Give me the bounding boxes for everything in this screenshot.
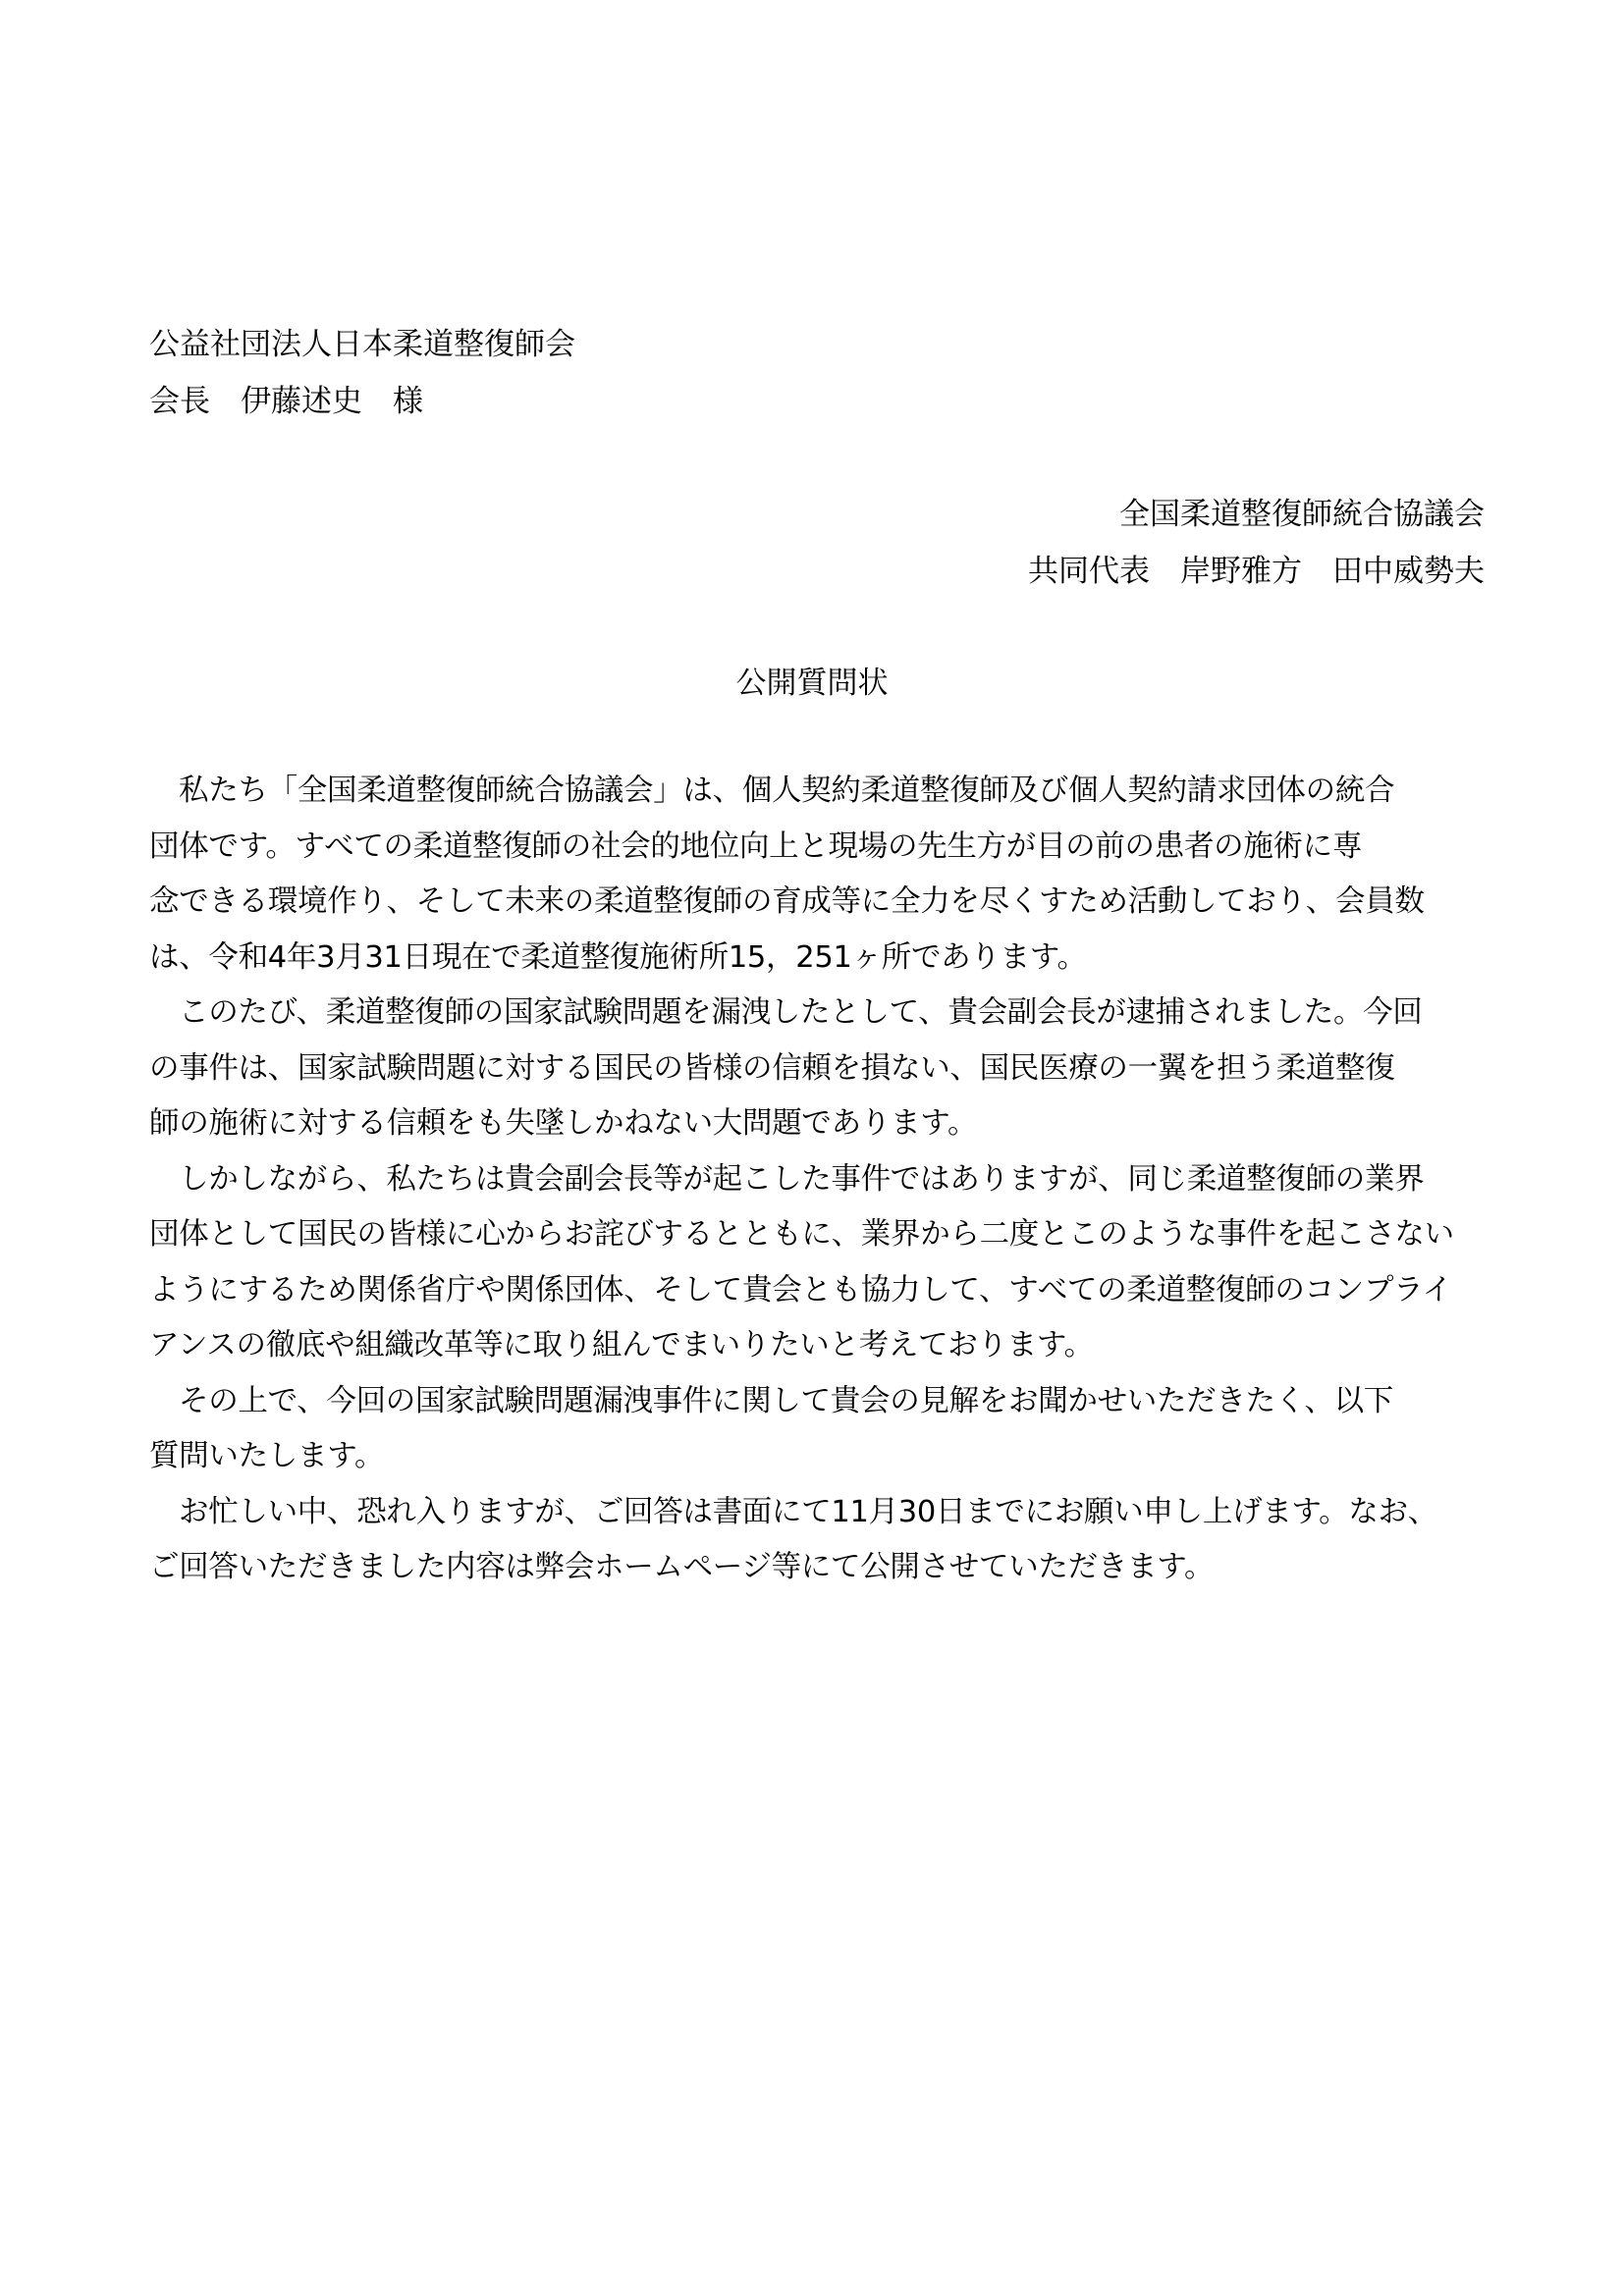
body-line: ご回答いただきました内容は弊会ホームページ等にて公開させていただきます。 — [149, 1550, 1215, 1584]
body-line: 念できる環境作り、そして未来の柔道整復師の育成等に全力を尽くすため活動しており、会員数 — [149, 884, 1425, 919]
body-line: 私たち「全国柔道整復師統合協議会」は、個人契約柔道整復師及び個人契約請求団体の統合 — [179, 774, 1395, 808]
body-line: の事件は、国家試験問題に対する国民の皆様の信頼を損ない、国民医療の一翼を担う柔道整復 — [149, 1050, 1395, 1086]
body-line: は、令和4年3月31日現在で柔道整復施術所15，251ヶ所であります。 — [149, 939, 1087, 975]
body-line: 団体として国民の皆様に心からお詫びするとともに、業界から二度とこのような事件を起こさない — [149, 1217, 1454, 1252]
body-line: このたび、柔道整復師の国家試験問題を漏洩したとして、貴会副会長が逮捕されました。今回 — [179, 995, 1423, 1030]
addressee-organization: 公益社団法人日本柔道整復師会 — [149, 327, 575, 362]
body-line: アンスの徹底や組織改革等に取り組んでまいりたいと考えております。 — [149, 1328, 1094, 1362]
body-line: ようにするため関係省庁や関係団体、そして貴会とも協力して、すべての柔道整復師のコンプライ — [149, 1272, 1452, 1308]
document-title: 公開質問状 — [735, 666, 889, 701]
body-line: お忙しい中、恐れ入りますが、ご回答は書面にて11月30日までにお願い申し上げます。なお、 — [179, 1494, 1437, 1529]
body-line: その上で、今回の国家試験問題漏洩事件に関して貴会の見解をお聞かせいただきたく、以下 — [179, 1383, 1393, 1418]
sender-organization: 全国柔道整復師統合協議会 — [1119, 497, 1485, 532]
sender-block — [797, 486, 1485, 600]
body-line: しかしながら、私たちは貴会副会長等が起こした事件ではありますが、同じ柔道整復師の業界 — [179, 1161, 1425, 1197]
addressee-recipient: 会長 伊藤述史 様 — [149, 384, 423, 419]
addressee-block — [149, 316, 837, 430]
body-line: 師の施術に対する信頼をも失墜しかねない大問題であります。 — [149, 1106, 978, 1141]
body-line: 団体です。すべての柔道整復師の社会的地位向上と現場の先生方が目の前の患者の施術に専 — [149, 828, 1363, 864]
body-line: 質問いたします。 — [149, 1439, 385, 1473]
sender-representatives: 共同代表 岸野雅方 田中威勢夫 — [1028, 554, 1485, 589]
letter-body — [149, 764, 1485, 1596]
